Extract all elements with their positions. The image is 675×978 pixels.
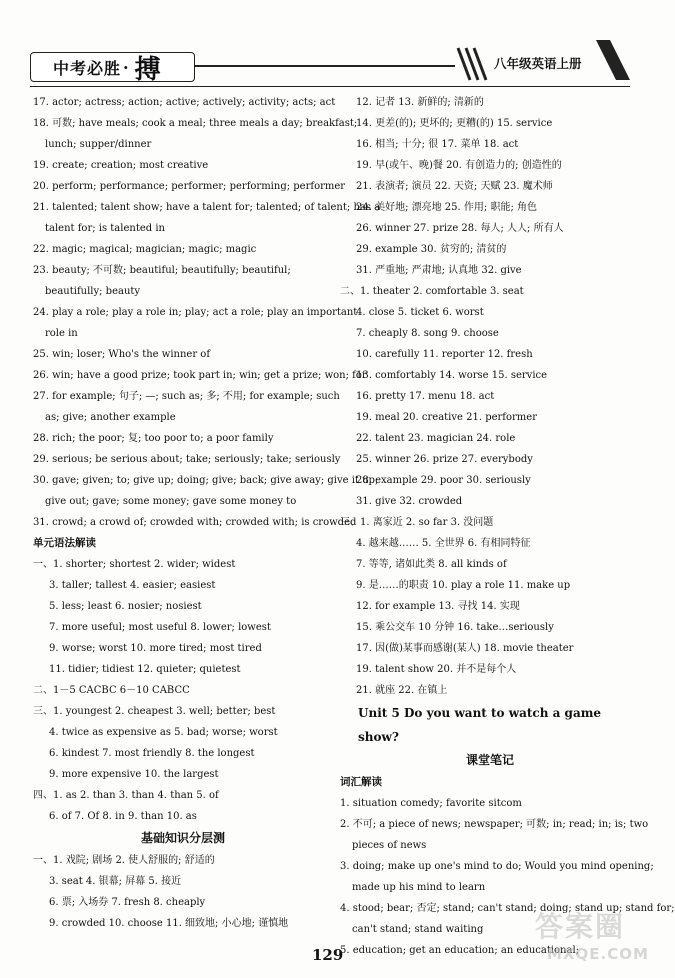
answer-line: 9. worse; worst 10. more tired; most tired <box>49 643 262 654</box>
answer-line: 5. education; get an education; an educational; <box>340 945 580 956</box>
answer-line: 31. give 32. crowded <box>356 496 463 507</box>
answer-line: 9. more expensive 10. the largest <box>49 769 219 780</box>
answer-line: 19. meal 20. creative 21. performer <box>356 412 537 423</box>
answer-line: 17. actor; actress; action; active; actively; activity; acts; act <box>33 97 336 108</box>
slash-decoration-icon <box>456 46 492 82</box>
answer-line: 24. 美好地; 漂亮地 25. 作用; 职能; 角色 <box>356 202 537 213</box>
answer-line: 18. 可数; have meals; cook a meal; three meals a day; breakfast; <box>33 118 358 129</box>
answer-line: 6. kindest 7. most friendly 8. the longest <box>49 748 255 759</box>
answer-line: 22. magic; magical; magician; magic; magic <box>33 244 257 255</box>
answer-line: 3. doing; make up one's mind to do; Would you mind opening; <box>340 861 654 872</box>
answer-line: 6. 票; 入场券 7. fresh 8. cheaply <box>49 897 206 908</box>
answer-line: 3. taller; tallest 4. easier; easiest <box>49 580 216 591</box>
answer-line: 11. tidier; tidiest 12. quieter; quietest <box>49 664 241 675</box>
answer-line: give out; gave; some money; gave some money to <box>45 496 297 507</box>
answer-line: 7. 等等, 诸如此类 8. all kinds of <box>356 559 507 570</box>
section-heading: 基础知识分层测 <box>140 831 225 845</box>
watermark <box>535 905 675 975</box>
answer-line: 23. beauty; 不可数; beautiful; beautifully; beautiful; <box>33 265 291 276</box>
answer-line: 28. rich; the poor; 复; too poor to; a poor family <box>33 433 274 444</box>
answer-line: 7. more useful; most useful 8. lower; lowest <box>49 622 271 633</box>
answer-line: 21. talented; talent show; have a talent for; talented; of talent; has a <box>33 202 381 213</box>
answer-line: as; give; another example <box>45 412 176 423</box>
answer-line: role in <box>45 328 78 339</box>
answer-line: 14. 更差(的); 更坏的; 更糟(的) 15. service <box>356 118 553 129</box>
answer-line: 16. 相当; 十分; 很 17. 菜单 18. act <box>356 139 519 150</box>
answer-line: 29. serious; be serious about; take; seriously; take; seriously <box>33 454 341 465</box>
answer-line: 4. twice as expensive as 5. bad; worse; worst <box>49 727 278 738</box>
answer-line: pieces of news <box>352 840 427 851</box>
answer-line: 12. 记者 13. 新鲜的; 清新的 <box>356 97 484 108</box>
page-header <box>0 0 675 92</box>
answer-line: 21. 表演者; 演员 22. 天资; 天赋 23. 魔术师 <box>356 181 553 192</box>
answer-line: 28. example 29. poor 30. seriously <box>356 475 531 486</box>
answer-line: 26. winner 27. prize 28. 每人; 人人; 所有人 <box>356 223 564 234</box>
answer-line: 9. 是……的职责 10. play a role 11. make up <box>356 580 571 591</box>
answer-line: 19. 早(或午、晚)餐 20. 有创造力的; 创造性的 <box>356 160 562 171</box>
answer-line: 二、1－5 CACBC 6－10 CABCC <box>33 685 190 696</box>
brand-text: 中考必胜 <box>53 58 122 78</box>
answer-line: 29. example 30. 贫穷的; 清贫的 <box>356 244 507 255</box>
answer-line: 7. cheaply 8. song 9. choose <box>356 328 499 339</box>
watermark-main: 答案圈 <box>535 910 626 943</box>
brand-logo <box>30 52 195 85</box>
answer-line: 6. of 7. Of 8. in 9. than 10. as <box>49 811 197 822</box>
answer-line: 四、1. as 2. than 3. than 4. than 5. of <box>33 790 219 801</box>
answer-line: 4. stood; bear; 否定; stand; can't stand; doing; stand up; stand for; <box>340 903 675 914</box>
answer-line: talent for; is talented in <box>45 223 165 234</box>
answer-line: 三、1. youngest 2. cheapest 3. well; better; best <box>33 706 276 717</box>
answer-line: 三、1. 离家近 2. so far 3. 没问题 <box>340 517 494 528</box>
answer-line: 二、1. theater 2. comfortable 3. seat <box>340 286 524 297</box>
header-rule <box>195 65 455 67</box>
watermark-sub: MXQE.COM <box>547 945 649 963</box>
answer-line: 22. talent 23. magician 24. role <box>356 433 516 444</box>
answer-line: 1. situation comedy; favorite sitcom <box>340 798 522 809</box>
answer-line: 31. crowd; a crowd of; crowded with; crowded with; is crowded <box>33 517 357 528</box>
answer-line: can't stand; stand waiting <box>352 924 484 935</box>
answer-line: 3. seat 4. 银幕; 屏幕 5. 接近 <box>49 876 182 887</box>
answer-line: 4. close 5. ticket 6. worst <box>356 307 484 318</box>
section-heading: 课堂笔记 <box>465 753 514 767</box>
grade-label: 八年级英语上册 <box>494 56 582 71</box>
answer-line: 一、1. shorter; shortest 2. wider; widest <box>33 559 236 570</box>
page-number: 129 <box>312 946 344 964</box>
answer-line: lunch; supper/dinner <box>45 139 152 150</box>
corner-slash-icon <box>596 40 630 80</box>
answer-line: 12. for example 13. 寻找 14. 实现 <box>356 601 520 612</box>
header-underline <box>30 86 630 87</box>
section-heading: Unit 5 Do you want to watch a game show? <box>358 706 602 744</box>
answer-line: 15. 乘公交车 10 分钟 16. take…seriously <box>356 622 554 633</box>
section-heading: 单元语法解读 <box>33 537 96 549</box>
answer-line: 27. for example; 句子; —; such as; 多; 不用; for example; such <box>33 391 340 402</box>
answer-line: 13. comfortably 14. worse 15. service <box>356 370 548 381</box>
answer-line: 31. 严重地; 严肃地; 认真地 32. give <box>356 265 522 276</box>
answer-line: 25. winner 26. prize 27. everybody <box>356 454 533 465</box>
answer-line: 10. carefully 11. reporter 12. fresh <box>356 349 533 360</box>
right-column <box>340 92 675 961</box>
answer-line: 26. win; have a good prize; took part in; win; get a prize; won; for <box>33 370 367 381</box>
answer-line: 17. 因(做)某事而感谢(某人) 18. movie theater <box>356 643 574 654</box>
answer-line: 19. create; creation; most creative <box>33 160 209 171</box>
answer-line: 5. less; least 6. nosier; nosiest <box>49 601 202 612</box>
answer-line: 30. gave; given; to; give up; doing; give; back; give away; give it up; <box>33 475 379 486</box>
answer-line: 2. 不可; a piece of news; newspaper; 可数; in; read; in; is; two <box>340 819 649 830</box>
answer-line: 9. crowded 10. choose 11. 细致地; 小心地; 谨慎地 <box>49 918 289 929</box>
section-heading: 词汇解读 <box>340 776 382 788</box>
answer-line: 20. perform; performance; performer; performing; performer <box>33 181 346 192</box>
answer-line: beautifully; beauty <box>45 286 141 297</box>
answer-line: 16. pretty 17. menu 18. act <box>356 391 495 402</box>
answer-line: 24. play a role; play a role in; play; act a role; play an important <box>33 307 358 318</box>
answer-line: made up his mind to learn <box>352 882 486 893</box>
answer-line: 25. win; loser; Who's the winner of <box>33 349 211 360</box>
brand-dot: · <box>123 57 129 77</box>
answer-line: 一、1. 戏院; 剧场 2. 使人舒服的; 舒适的 <box>33 855 215 866</box>
answer-line: 4. 越来越…… 5. 全世界 6. 有相同特征 <box>356 538 531 549</box>
brand-char: 搏 <box>134 54 161 85</box>
answer-line: 19. talent show 20. 并不是每个人 <box>356 664 517 675</box>
answer-line: 21. 就座 22. 在镇上 <box>356 685 448 696</box>
